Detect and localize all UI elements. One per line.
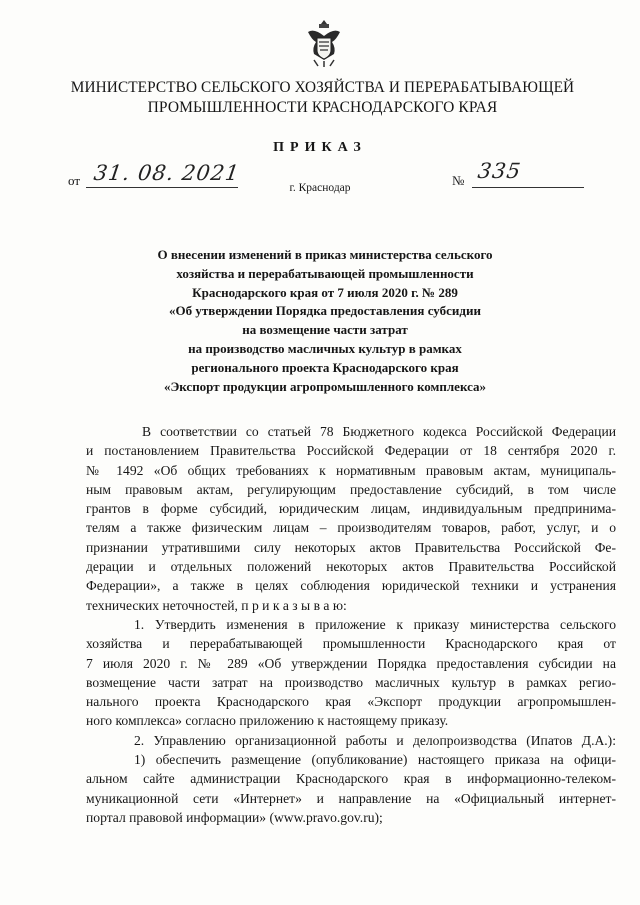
body-line: альном сайте администрации Краснодарского края в информационно-телеком- (86, 771, 616, 787)
body-line: хозяйства и перерабатывающей промышленности Краснодарского края от (86, 636, 616, 652)
handwritten-date: 31. 08. 2021 (92, 161, 242, 185)
subject-line: хозяйства и перерабатывающей промышленности (176, 265, 474, 281)
body-line: телям а также физическим лицам – производителям товаров, работ, услуг, и о (86, 520, 616, 536)
subject-line: «Экспорт продукции агропромышленного комплекса» (163, 378, 487, 394)
subject-line: «Об утверждении Порядка предоставления субсидии (169, 303, 481, 319)
ministry-name (70, 78, 575, 118)
subject-line: Краснодарского края от 7 июля 2020 г. № 289 (192, 284, 458, 300)
body-line: муникационной сети «Интернет» и направление на «Официальный интернет- (86, 790, 616, 806)
body-line: возмещение части затрат на производство масличных культур в рамках регио- (86, 674, 616, 690)
ministry-line-1: МИНИСТЕРСТВО СЕЛЬСКОГО ХОЗЯЙСТВА И ПЕРЕРАБАТЫВАЮЩЕЙ (70, 79, 575, 96)
body-line: В соответствии со статьей 78 Бюджетного кодекса Российской Федерации (142, 424, 616, 439)
body-line: ным правовым актам, регулирующим предоставление субсидий, в том числе (86, 481, 616, 497)
body-line: грантов в форме субсидий, юридическим лицам, индивидуальным предпринима- (86, 501, 616, 517)
body-line: ного комплекса» согласно приложению к настоящему приказу. (86, 713, 449, 729)
krasnodar-coat-of-arms-icon (304, 18, 344, 68)
body-line: и постановлением Правительства Российской Федерации от 18 сентября 2020 г. (86, 443, 616, 459)
body-line: портал правовой информации» (www.pravo.gov.ru); (86, 809, 383, 825)
body-line: признании утратившими силу некоторых актов Правительства Российской Фе- (86, 539, 616, 555)
date-prefix: от (68, 173, 81, 188)
body-line: 7 июля 2020 г. № 289 «Об утверждении Порядка предоставления субсидии на (86, 655, 616, 671)
body-line: Федерации», а также в целях соблюдения юридической техники и устранения (86, 578, 616, 594)
number-prefix: № (452, 173, 465, 188)
body-line: 1) обеспечить размещение (опубликование) настоящего приказа на офици- (134, 752, 616, 768)
city-label: г. Краснодар (289, 182, 351, 194)
body-line: № 1492 «Об общих требованиях к нормативным правовым актам, муниципаль- (86, 462, 616, 478)
handwritten-number: 335 (476, 159, 523, 183)
body-line: 1. Утвердить изменения в приложение к приказу министерства сельского (134, 616, 616, 632)
subject-line: на возмещение части затрат (242, 322, 408, 338)
body-line: дерации и отдельных положений некоторых актов Правительства Российской (86, 559, 616, 575)
subject-line: на производство масличных культур в рамках (188, 340, 462, 356)
order-body (86, 422, 616, 827)
body-line: технических неточностей, п р и к а з ы в а ю: (86, 597, 347, 613)
document-type: ПРИКАЗ (273, 140, 367, 155)
body-line: 2. Управлению организационной работы и делопроизводства (Ипатов Д.А.): (134, 732, 616, 748)
subject-line: регионального проекта Краснодарского края (191, 359, 459, 375)
order-subject (130, 246, 520, 396)
ministry-line-2: ПРОМЫШЛЕННОСТИ КРАСНОДАРСКОГО КРАЯ (147, 99, 498, 116)
body-line: нального проекта Краснодарского края «Экспорт продукции агропромышлен- (86, 694, 616, 710)
subject-line: О внесении изменений в приказ министерства сельского (157, 247, 493, 262)
